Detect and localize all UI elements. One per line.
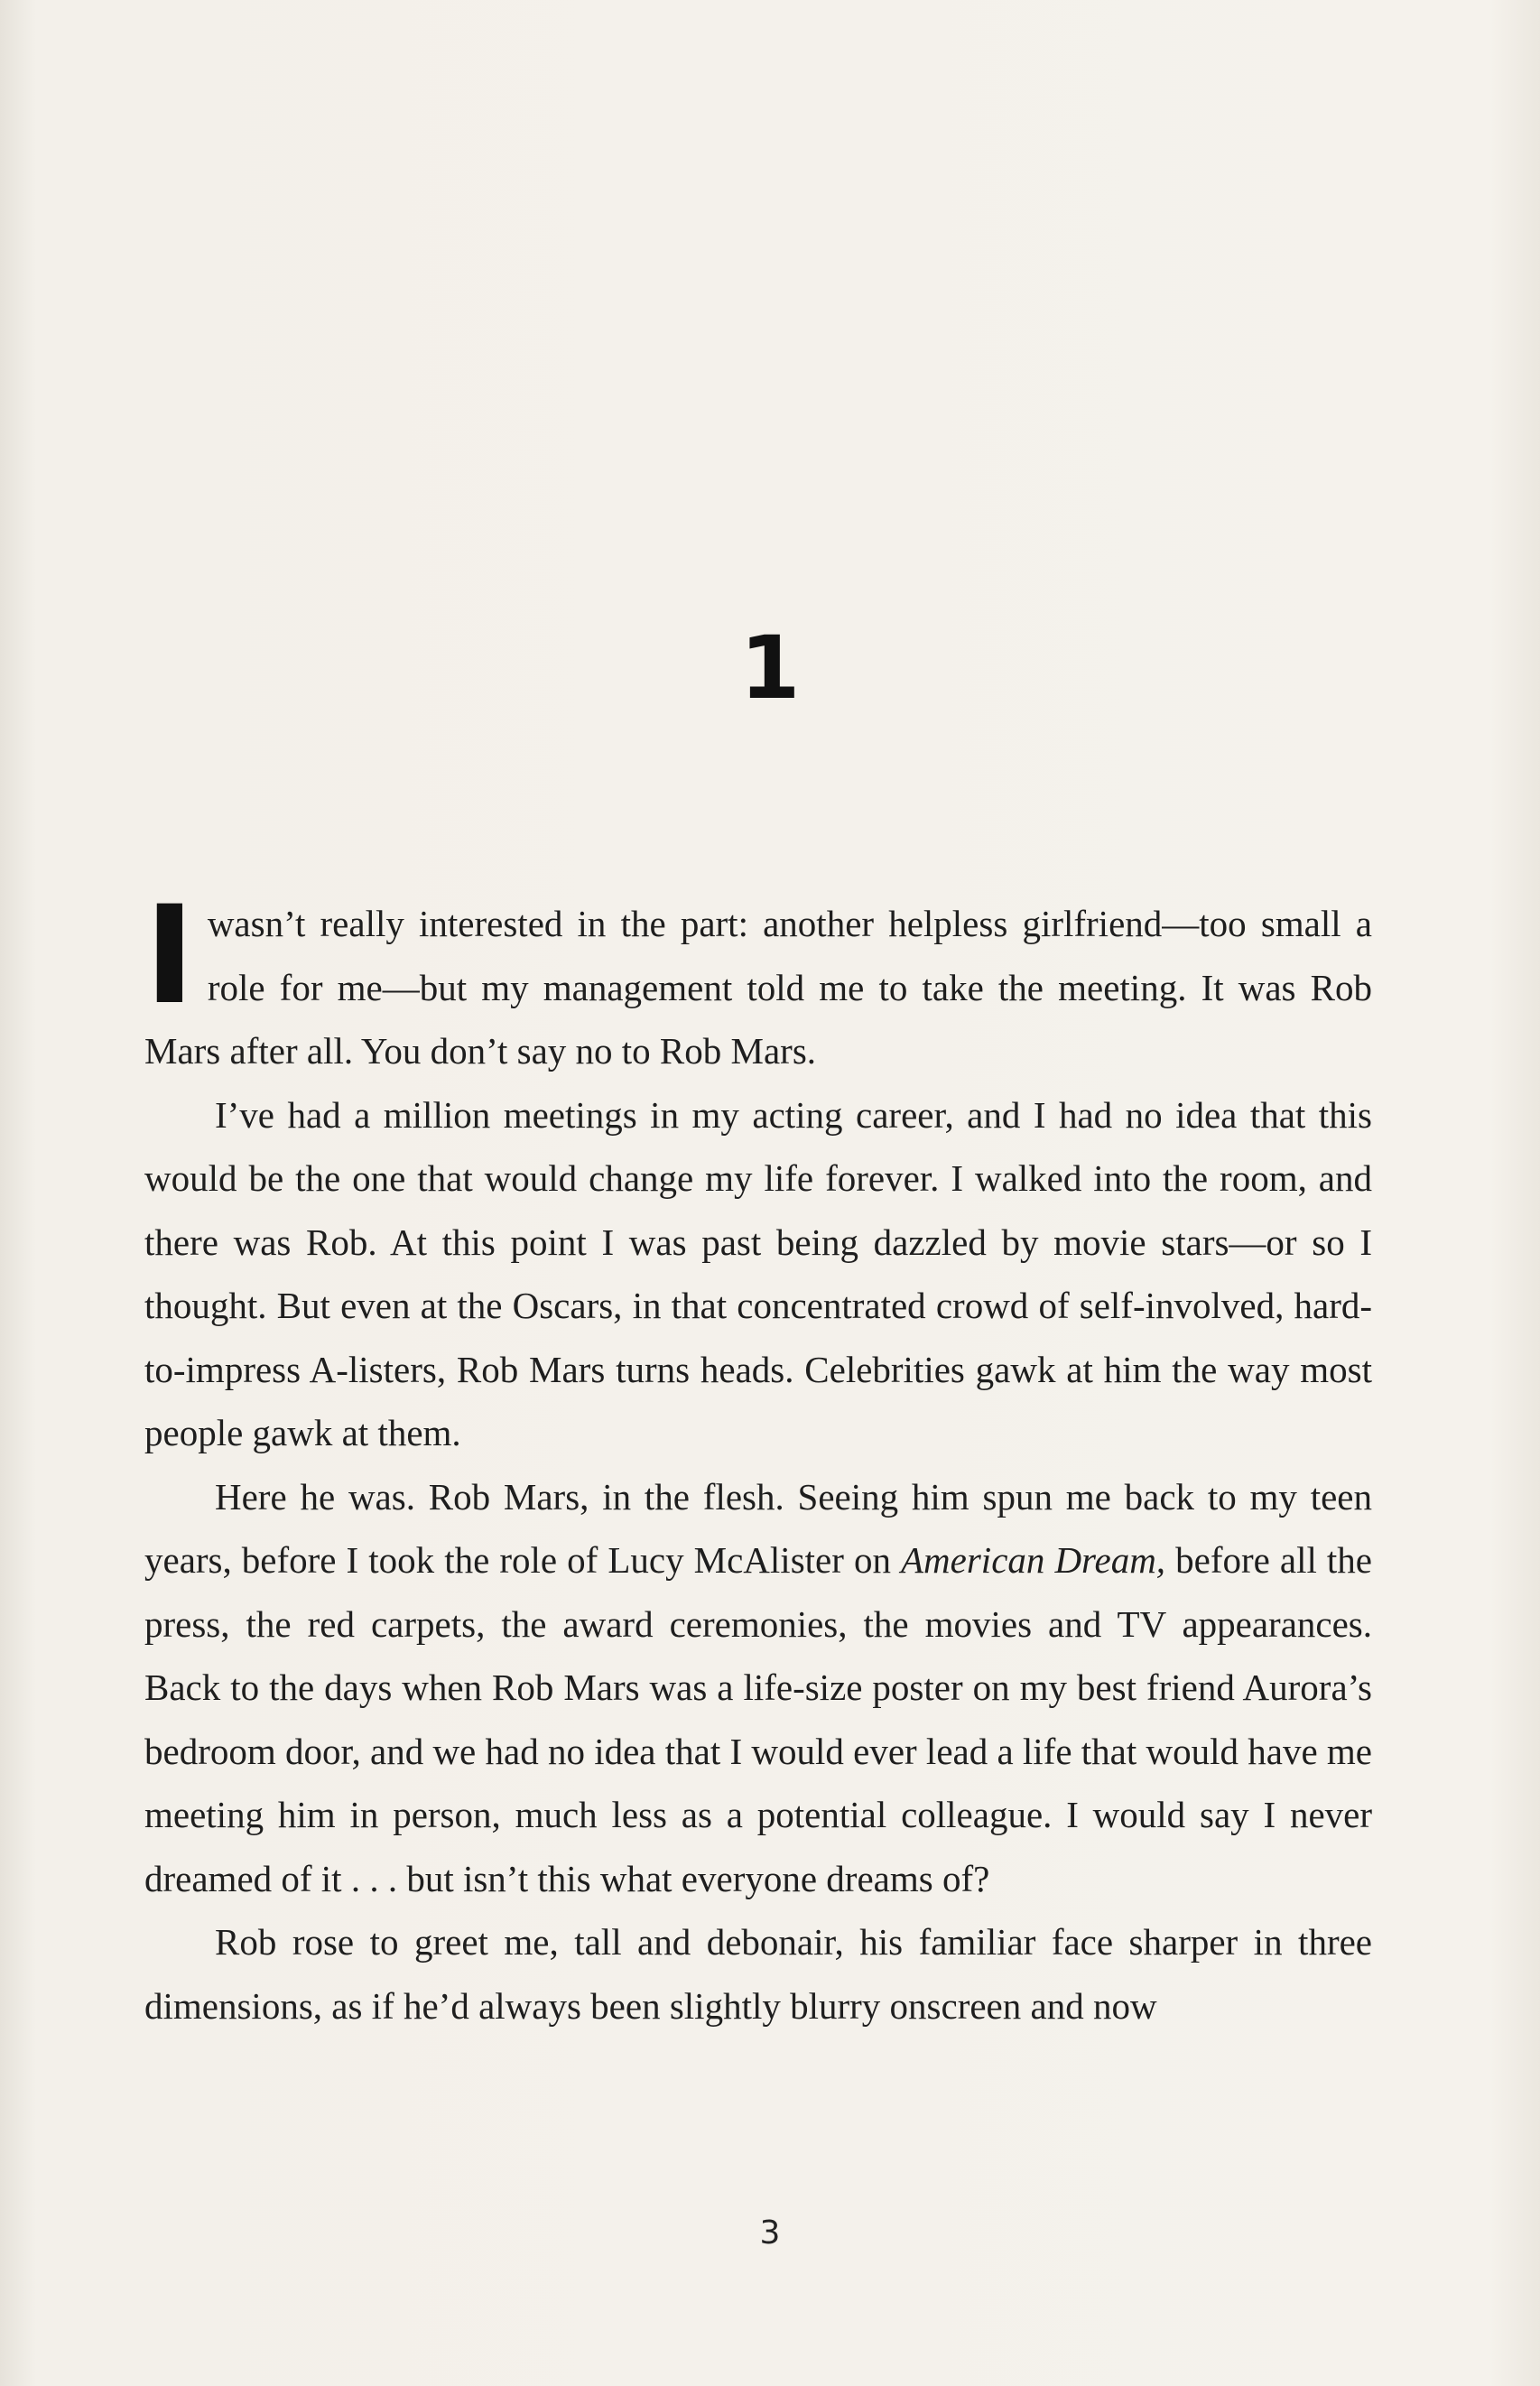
paragraph-4-text: Rob rose to greet me, tall and debonair, his familiar face sharper in three dimensions, as if he’d always been slightly blurry onscreen and now [144,1921,1372,2027]
paragraph-3-text-after: before all the press, the red carpets, the award ceremonies, the movies and TV appearances. Back to the days when Rob Mars was a life-size poster on my best friend Aurora’s bedroom door, and we had no idea that I would ever lead a life that would have me meeting him in person, much less as a potential colleague. I would say I never dreamed of it . . . but isn’t this what everyone dreams of? [144,1539,1373,1899]
paragraph-3-text-before: Here he was. Rob Mars, in the flesh. Seeing him spun me back to my teen years, before I took the role of Lucy McAlister on [144,1475,1372,1581]
chapter-body [144,877,1373,2038]
paragraph-1-text: wasn’t really interested in the part: another helpless girlfriend—too small a role for me—but my management told me to take the meeting. It was Rob Mars after all. You don’t say no to Rob Mars. [144,903,1372,1072]
show-title-italic: American Dream, [901,1539,1166,1581]
paragraph-2 [144,1083,1372,1465]
page-number: 3 [759,2214,781,2251]
paragraph-2-text: I’ve had a million meetings in my acting career, and I had no idea that this would be the one that would change my life forever. I walked into the room, and there was Rob. At this point I was past being dazzled by movie stars—or so I thought. But even at the Oscars, in that concentrated crowd of self-involved, hard-to-impress A-listers, Rob Mars turns heads. Celebrities gawk at him the way most people gawk at them. [144,1093,1372,1453]
drop-cap: I [144,877,195,1035]
paragraph-4 [144,1910,1372,2038]
paragraph-3 [144,1465,1372,1911]
chapter-number: 1 [739,617,801,719]
paragraph-1 [144,877,1372,1083]
